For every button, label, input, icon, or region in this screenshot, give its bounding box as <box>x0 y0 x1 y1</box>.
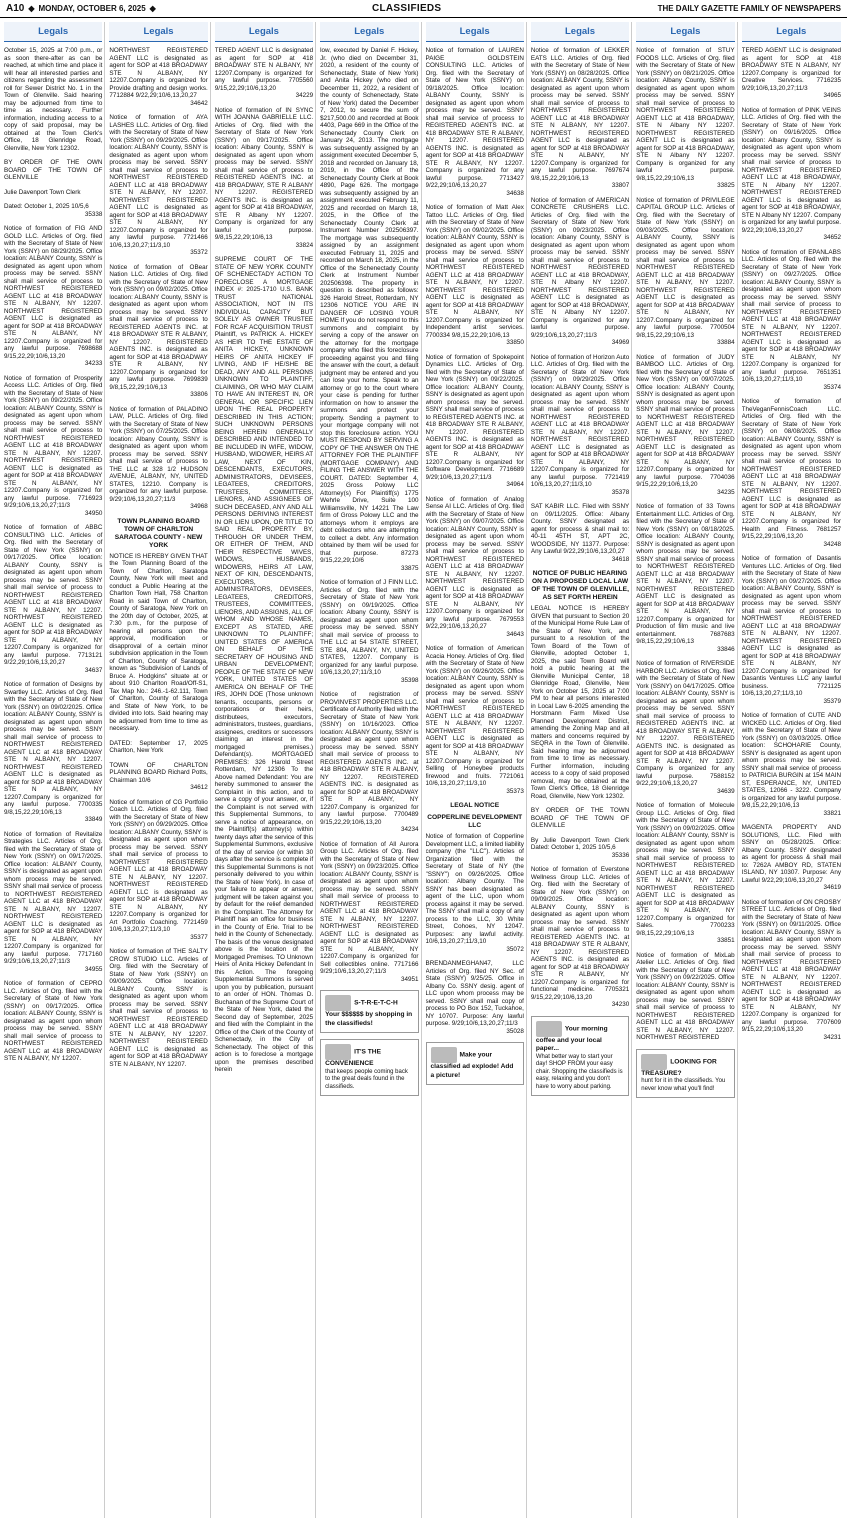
notice-text: Notice of formation of RIVERSIDE HARBOR LLC. Articles of Org. filed with the Secretary of State of New York (SSNY) on 04/17/2025. Office location: ALBANY County, SSNY is designated as agent upon whom process may be served. SSNY shall mail service of process to REGISTERED AGENTS INC. at 418 BROADWAY STE R ALBANY, NY 12207. REGISTERED AGENTS INC. is designated as agent for SOP at 418 BROADWAY STE R ALBANY, NY 12207. Company is organized for any lawful purpose. 7588152 9/22,29;10/6,13,20,27 <box>636 660 735 787</box>
legal-notice <box>742 47 841 100</box>
notice-text: Notice of formation of Matt Alex Tattoo LLC. Articles of Org. filed with the Secretary of State of New York (SSNY) on 09/02/2025. Office location: ALBANY County, SSNY is designated as agent upon whom process may be served. SSNY shall mail service of process to NORTHWEST REGISTERED AGENT LLC at 418 BROADWAY STE N ALBANY, NY 12207. NORTHWEST REGISTERED AGENT LLC is designated as agent for SOP at 418 BROADWAY STE N ALBANY, NY 12207.Company is organized for Independent artist services. 7700334 9/8,15,22,29;10/6,13 <box>425 204 524 339</box>
legal-notice <box>109 553 207 733</box>
page-date: MONDAY, OCTOBER 6, 2025 <box>38 4 146 13</box>
notice-text: SAT KABIR LLC. Filed with SSNY on 09/11/2025. Office: Albany County. SSNY designated as agent for process & shall mail to: 40-11 45TH ST, APT 2C, WOODSIDE, NY 11377. Purpose: Any Lawful 9/22,29;10/6,13,20,27 <box>530 503 630 555</box>
notice-text: Notice of formation of CUTE AND WICKED LLC. Articles of Org. filed with the Secretary of State of New York (SSNY) on 03/03/2025. Office location: SCHOHARIE County, SSNY is designated as agent upon whom process may be served. SSNY shall mail service of process to PATRICIA BURGIN at 154 MAIN ST, ESPERANCE, NY, UNITED STATES, 12066 - 3222. Company is organized for any lawful purpose. 9/8,15,22,29;10/6,13 <box>741 712 841 809</box>
legals-columns <box>4 22 843 1518</box>
notice-text: Julie Davenport Town Clerk <box>4 188 81 196</box>
notice-text: Notice of formation of PINK VEINS LLC. Articles of Org. filed with the Secretary of State of New York (SSNY) on 09/16/2025. Office location: Albany County, SSNY is designated as agent upon whom process may be served. SSNY shall mail service of process to NORTHWEST REGISTERED AGENT LLC at 418 BROADWAY, STE N Albany NY 12207. NORTHWEST REGISTERED AGENT LLC is designated as agent for SOP at 418 BROADWAY, STE N Albany NY 12207. Company is organized for any lawful purpose. 9/22,29;10/6,13,20,27 <box>741 106 841 234</box>
diamond-icon: ◆ <box>28 4 35 13</box>
notice-text: Notice of formation of STUY FOODS LLC. Articles of Org. filed with the Secretary of State of New York (SSNY) on 08/21/2025. Office location: Albany County, SSNY is designated as agent upon whom process may be served. SSNY shall mail service of process to NORTHWEST REGISTERED AGENT LLC at 418 BROADWAY, STE N Albany NY 12207. NORTHWEST REGISTERED AGENT LLC is designated as agent for SOP at 418 BROADWAY, STE N Albany NY 12207. Company is organized for any lawful purpose. 9/8,15,22,29;10/6,13 <box>636 47 735 182</box>
notice-text: Notice of formation of Molecule Group LLC. Articles of Org. filed with the Secretary of State of New York (SSNY) on 09/02/2025. Office location: ALBANY County, SSNY is designated as agent upon whom process may be served. SSNY shall mail service of process to NORTHWEST REGISTERED AGENT LLC at 418 BROADWAY STE N ALBANY, NY 12207. NORTHWEST REGISTERED AGENT LLC is designated as agent for SOP at 418 BROADWAY STE N ALBANY, NY 12207.Company is organized for Sales. 7700233 9/8,15,22,29;10/6,13 <box>636 802 735 937</box>
notice-number: 35336 <box>611 851 630 859</box>
notice-number: 33806 <box>190 391 208 398</box>
legal-notice <box>531 503 629 563</box>
notice-number: 35398 <box>400 676 419 684</box>
notice-number: 34248 <box>823 540 841 548</box>
ad-image-icon <box>641 1054 667 1070</box>
legal-notice <box>4 47 102 152</box>
legal-notice <box>4 189 102 197</box>
notice-text: Notice of formation of American Acacia Honey. Articles of Org. filed with the Secretary of State of New York (SSNY) on 09/26/2025. Office location: ALBANY County, SSNY is designated as agent upon whom process may be served. SSNY shall mail service of process to NORTHWEST REGISTERED AGENT LLC at 418 BROADWAY STE N ALBANY, NY 12207. NORTHWEST REGISTERED AGENT LLC is designated as agent for SOP at 418 BROADWAY STE N ALBANY, NY 12207.Company is organized for Selling of Honeybee products firewood and fruits. 7721061 10/6,13,20,27;11/3,10 <box>425 645 524 787</box>
paper-name: THE DAILY GAZETTE FAMILY OF NEWSPAPERS <box>657 4 841 13</box>
legal-notice <box>531 837 629 860</box>
notice-text: Notice of formation of ON CROSBY STREET LLC. Articles of Org. filed with the Secretary of State of New York (SSNY) on 09/11/2025. Office location: ALBANY County, SSNY is designated as agent upon whom process may be served. SSNY shall mail service of process to NORTHWEST REGISTERED AGENT LLC at 418 BROADWAY STE N ALBANY, NY 12207. NORTHWEST REGISTERED AGENT LLC is designated as agent for SOP at 418 BROADWAY STE N ALBANY, NY 12207.Company is organized for any lawful purpose. 7707609 9/15,22,29;10/6,13,20 <box>741 898 842 1033</box>
classified-ad <box>320 990 418 1033</box>
ad-image-icon <box>431 1047 457 1063</box>
notice-number: 34619 <box>823 884 841 891</box>
notice-text: Notice of formation of Revitalize Strategies LLC. Articles of Org. filed with the Secretary of State of New York (SSNY) on 09/17/2025. Office location: ALBANY County, SSNY is designated as agent upon whom process may be served. SSNY shall mail service of process to NORTHWEST REGISTERED AGENT LLC at 418 BROADWAY STE N ALBANY, NY 12207. NORTHWEST REGISTERED AGENT LLC is designated as agent for SOP at 418 BROADWAY STE N ALBANY, NY 12207.Company is organized for any lawful purpose. 7717160 9/29;10/6,13,20,27;11/3 <box>4 830 103 965</box>
notice-number: 35072 <box>506 945 524 953</box>
notice-number: 34229 <box>295 92 314 99</box>
legal-notice <box>742 555 841 705</box>
notice-text: Dated: October 1, 2025 10/5,6 <box>4 203 89 210</box>
legal-notice <box>531 47 629 190</box>
notice-number: 34951 <box>400 975 419 983</box>
notice-number: 35028 <box>506 1027 524 1035</box>
notice-text: MAGENTA PROPERTY AND SOLUTIONS, LLC. Filed with SSNY on 05/28/2025. Office: Albany County. SSNY designated as agent for process & shall mail to: 7262A AMBOY RD, STATEN ISLAND, NY 10307. Purpose: Any Lawful 9/22,29;10/6,13,20,27 <box>741 824 841 884</box>
notice-number: 34950 <box>84 509 103 517</box>
notice-text: Notice of formation of IN SYNC WITH JOANNA GABRIELLE LLC. Articles of Org. filed with the Secretary of State of New York (SSNY) on 09/17/2025. Office location: Albany County, SSNY is designated as agent upon whom process may be served. SSNY shall mail service of process to REGISTERED AGENTS INC. at 418 BROADWAY, STE R ALBANY NY 12207. REGISTERED AGENTS INC. is designated as agent for SOP at 418 BROADWAY, STE R Albany NY 12207. Company is organized for any lawful purpose. 9/8,15,22,29;10/6,13 <box>214 106 314 241</box>
notice-number: 35372 <box>190 249 208 256</box>
notice-text: Notice of formation of ABBC CONSULTING LLC. Articles of Org. filed with the Secretary of State of New York (SSNY) on 09/17/2025. Office location: ALBANY County, SSNY is designated as agent upon whom process may be served. SSNY shall mail service of process to NORTHWEST REGISTERED AGENT LLC at 418 BROADWAY STE N ALBANY, NY 12207. NORTHWEST REGISTERED AGENT LLC is designated as agent for SOP at 418 BROADWAY STE N ALBANY, NY 12207.Company is organized for any lawful purpose. 7713121 9/22,29;10/6,13,20,27 <box>4 524 103 666</box>
legal-notice <box>636 802 734 945</box>
legal-notice <box>426 960 524 1035</box>
legal-notice <box>320 47 418 572</box>
legal-notice <box>109 799 207 942</box>
notice-number: 33825 <box>717 182 735 189</box>
notice-number: 35374 <box>823 383 841 391</box>
legals-column <box>109 22 210 1518</box>
notice-text: Notice of formation of AYA LASHES LLC. Articles of Org. filed with the Secretary of State of New York (SSNY) on 09/29/2025. Office location: ALBANY County, SSNY is designated as agent upon whom process may be served. SSNY shall mail service of process to NORTHWEST REGISTERED AGENT LLC at 418 BROADWAY STE N ALBANY, NY 12207. NORTHWEST REGISTERED AGENT LLC is designated as agent for SOP at 418 BROADWAY STE N ALBANY, NY 12207.Company is organized for any lawful purpose. 7721466 10/6,13,20,27;11/3,10 <box>109 114 208 249</box>
notice-text: Notice of formation of LEKKER EATS LLC. Articles of Org. filed with the Secretary of State of New York (SSNY) on 08/28/2025. Office location: ALBANY County, SSNY is designated as agent upon whom process may be served. SSNY shall mail service of process to NORTHWEST REGISTERED AGENT LLC at 418 BROADWAY STE N ALBANY, NY 12207. NORTHWEST REGISTERED AGENT LLC is designated as agent for SOP at 418 BROADWAY STE N ALBANY, NY 12207.Company is organized for any lawful purpose. 7697674 9/8,15,22,29;10/6,13 <box>530 47 630 182</box>
legal-notice <box>4 524 102 674</box>
notice-number: 34233 <box>84 360 103 367</box>
header-left <box>6 3 156 14</box>
column-heading: Legals <box>742 22 841 42</box>
ad-image-icon <box>325 1044 351 1060</box>
ad-headline: S-T-R-E-T-C-H Your $$$$$$ by shopping in the classifieds! <box>325 999 413 1027</box>
notice-number: 35378 <box>611 488 630 496</box>
notice-number: 34235 <box>717 488 735 496</box>
notice-number: 34612 <box>190 784 208 791</box>
notice-text: DATED: September 17, 2025 Charlton, New York <box>109 739 208 754</box>
notice-text: TERED AGENT LLC is designated as agent for SOP at 418 BROADWAY STE N ALBANY, NY 12207.Company is organized for any lawful purpose. 7705560 9/15,22,29;10/6,13,20 <box>214 47 314 92</box>
ad-image-icon <box>325 995 351 1011</box>
page-header <box>0 0 847 18</box>
notice-number: 33846 <box>717 645 735 653</box>
notice-text: Notice of formation of J FINN LLC. Articles of Org. filed with the Secretary of State of New York (SSNY) on 09/19/2025. Office location: Albany County, SSNY is designated as agent upon whom process may be served. SSNY shall mail service of process to THE LLC at 54 STATE STREET, STE 804, ALBANY, NY, UNITED STATES, 12207. Company is organized for any lawful purpose. 10/6,13,20,27;11/3,10 <box>320 579 419 676</box>
column-heading: Legals <box>320 22 418 42</box>
notice-number: 34234 <box>400 826 419 833</box>
legal-notice <box>215 107 313 250</box>
legal-notice <box>742 824 841 892</box>
notice-text: Notice of formation of Designs by Swartley LLC. Articles of Org. filed with the Secretary of State of New York (SSNY) on 09/02/2025. Office location: ALBANY County, SSNY is designated as agent upon whom process may be served. SSNY shall mail service of process to NORTHWEST REGISTERED AGENT LLC at 418 BROADWAY STE N ALBANY, NY 12207. NORTHWEST REGISTERED AGENT LLC is designated as agent for SOP at 418 BROADWAY STE N ALBANY, NY 12207.Company is organized for any lawful purpose. 7700335 9/8,15,22,29;10/6,13 <box>4 681 103 816</box>
ad-image-icon <box>536 1021 562 1037</box>
legal-notice <box>426 47 524 197</box>
legal-notice <box>636 503 734 653</box>
notice-number: 34643 <box>506 630 524 638</box>
notice-number: 34231 <box>823 1033 841 1041</box>
ad-body: that keeps people coming back to the great deals found in the classifieds. <box>325 1068 408 1090</box>
notice-number: 33849 <box>84 816 103 823</box>
notice-text: Notice of formation of AMERICAN CONCRETE CRUSHERS LLC. Articles of Org. filed with the Secretary of State of New York (SSNY) on 09/23/2025. Office location: Albany County, SSNY is designated as agent upon whom process may be served. SSNY shall mail service of process to NORTHWEST REGISTERED AGENT LLC at 418 BROADWAY, STE N Albany NY 12207. NORTHWEST REGISTERED AGENT LLC is designated as agent for SOP at 418 BROADWAY, STE N Albany NY 12207. Company is organized for any lawful purpose. 9/29;10/6,13,20,27;11/3 <box>530 196 630 339</box>
notice-title: NOTICE OF PUBLIC HEARING ON A PROPOSED LOCAL LAW OF THE TOWN OF GLENVILLE, AS SET FORTH HEREIN <box>531 570 629 601</box>
notice-text: Notice of formation of Prosperity Access LLC. Articles of Org. filed with the Secretary of State of New York (SSNY) on 09/22/2025. Office location: ALBANY County, SSNY is designated as agent upon whom process may be served. SSNY shall mail service of process to NORTHWEST REGISTERED AGENT LLC at 418 BROADWAY STE N ALBANY, NY 12207. NORTHWEST REGISTERED AGENT LLC is designated as agent for SOP at 418 BROADWAY STE N ALBANY, NY 12207.Company is organized for any lawful purpose. 7716923 9/29;10/6,13,20,27;11/3 <box>4 374 103 509</box>
notice-text: Notice of formation of 33 Towns Entertainment LLC. Articles of Org. filed with the Secretary of State of New York (SSNY) on 08/18/2025. Office location: ALBANY County, SSNY is designated as agent upon whom process may be served. SSNY shall mail service of process to NORTHWEST REGISTERED AGENT LLC at 418 BROADWAY STE N ALBANY, NY 12207. NORTHWEST REGISTERED AGENT LLC is designated as agent for SOP at 418 BROADWAY STE N ALBANY, NY 12207.Company is organized for Production of film music and live entertainment. 7687683 9/8,15,22,29;10/6,13 <box>636 503 735 645</box>
legal-notice <box>4 831 102 974</box>
notice-number: 34618 <box>611 555 630 563</box>
notice-number: 33821 <box>823 809 841 817</box>
legals-column <box>531 22 632 1518</box>
legal-notice <box>742 899 841 1042</box>
legal-notice <box>531 197 629 347</box>
legal-notice <box>320 579 418 684</box>
legal-notice <box>4 225 102 368</box>
ad-headline: Make your classified ad explode! Add a picture! <box>430 1051 514 1079</box>
legal-notice <box>4 203 102 218</box>
notice-text: Notice of formation of Analog Sense AI LLC. Articles of Org. filed with the Secretary of State of New York (SSNY) on 09/07/2025. Office location: ALBANY County, SSNY is designated as agent upon whom process may be served. SSNY shall mail service of process to NORTHWEST REGISTERED AGENT LLC at 418 BROADWAY STE N ALBANY, NY 12207. NORTHWEST REGISTERED AGENT LLC is designated as agent for SOP at 418 BROADWAY STE N ALBANY, NY 12207.Company is organized for any lawful purpose. 7679553 9/22,29;10/6,13,20,27 <box>425 495 524 630</box>
legal-notice <box>109 47 207 107</box>
legal-notice <box>109 762 207 792</box>
legal-notice <box>215 47 313 100</box>
notice-text: Notice of formation of THE SALTY CROW STUDIO LLC. Articles of Org. filed with the Secretary of State of New York (SSNY) on 09/09/2025. Office location: ALBANY County, SSNY is designated as agent upon whom process may be served. SSNY shall mail service of process to NORTHWEST REGISTERED AGENT LLC at 418 BROADWAY STE N ALBANY, NY 12207. NORTHWEST REGISTERED AGENT LLC is designated as agent for SOP at 418 BROADWAY STE N ALBANY, NY 12207. <box>109 948 208 1068</box>
legal-notice <box>109 948 207 1068</box>
ad-headline: LOOKING FOR TREASURE? <box>641 1058 717 1077</box>
notice-text: NORTHWEST REGISTERED AGENT LLC is designated as agent for SOP at 418 BROADWAY STE N ALBANY, NY 12207.Company is organized for Provide drafting and design works. 7712884 9/22,29;10/6,13,20,27 <box>109 47 208 99</box>
notice-text: Notice of formation of CG Portfolio Coach LLC. Articles of Org. filed with the Secretary of State of New York (SSNY) on 09/29/2025. Office location: ALBANY County, SSNY is designated as agent upon whom process may be served. SSNY shall mail service of process to NORTHWEST REGISTERED AGENT LLC at 418 BROADWAY STE N ALBANY, NY 12207. NORTHWEST REGISTERED AGENT LLC is designated as agent for SOP at 418 BROADWAY STE N ALBANY, NY 12207.Company is organized for Art Portfolio Coaching. 7721459 10/6,13,20,27;11/3,10 <box>109 798 208 933</box>
legal-notice <box>109 114 207 257</box>
ad-headline: IT'S THE CONVENIENCE <box>325 1048 381 1067</box>
classified-ad <box>426 1042 524 1085</box>
ad-body: hunt for it in the classifieds. You never know what you'll find! <box>641 1078 726 1092</box>
legal-notice <box>636 952 734 1042</box>
notice-text: Notice of formation of PALADINO LAW, PLLC. Articles of Org. filed with the Secretary of State of New York (SSNY) on 07/25/2025. Office location: Albany County, SSNY is designated as agent upon whom process may be served. SSNY shall mail service of process to THE LLC at 328 1/2 HUDSON AVENUE, ALBANY, NY, UNITED STATES, 12210. Company is organized for any lawful purpose. 9/29;10/6,13,20,27;11/3 <box>109 405 208 503</box>
notice-text: Notice of formation of Copperline Development LLC, a limited liability company (the "LLC"). Articles of Organization filed with the Secretary of State of NY (the "SSNY") on 09/26/2025. Office location: Albany County. The SSNY has been designated as agent of the LLC, upon whom process against it may be served. The SSNY shall mail a copy of any process to the LLC, 30 White Street, Cohoes, NY 12047. Purposes: any lawful activity. 10/6,13,20,27;11/3,10 <box>425 833 524 945</box>
notice-number: 35377 <box>190 933 208 941</box>
notice-text: By Julie Davenport Town Clerk Dated: October 1, 2025 10/5,6 <box>530 836 630 851</box>
notice-text: TERED AGENT LLC is designated as agent for SOP at 418 BROADWAY STE N ALBANY, NY 12207.Company is organized for Creative Services. 7716235 9/29;10/6,13,20,27;11/3 <box>741 47 841 92</box>
notice-text: Notice of formation of MixLab Atelier LLC. Articles of Org. filed with the Secretary of State of New York (SSNY) on 09/22/2025. Office location: ALBANY County, SSNY is designated as agent upon whom process may be served. SSNY shall mail service of process to NORTHWEST REGISTERED AGENT LLC at 418 BROADWAY STE N ALBANY, NY 12207. NORTHWEST REGISTERED <box>636 951 735 1041</box>
legal-notice <box>531 807 629 830</box>
notice-title: LEGAL NOTICE <box>450 802 500 809</box>
column-heading: Legals <box>109 22 207 42</box>
legal-notice <box>426 354 524 489</box>
legal-notice <box>742 107 841 242</box>
notice-number: 34955 <box>84 965 103 973</box>
notice-text: BRENDANMEGHAN47, LLC Articles of Org. filed NY Sec. of State (SSNY) 9/25/25. Office in Albany Co. SSNY desig. agent of LLC upon whom process may be served. SSNY shall mail copy of process to PO Box 152, Tuckahoe, NY 10707. Purpose: Any lawful purpose. 9/29;10/6,13,20,27;11/3 <box>425 960 524 1027</box>
diamond-icon: ◆ <box>149 4 156 13</box>
legal-notice <box>426 496 524 639</box>
legal-notice <box>636 197 734 347</box>
legal-notice <box>215 256 313 1074</box>
column-heading: Legals <box>426 22 524 42</box>
legal-notice <box>531 866 629 1009</box>
notice-text: TOWN OF CHARLTON PLANNING BOARD Richard Potts, Chairman 10/6 <box>109 761 208 784</box>
notice-number: 34639 <box>717 787 735 795</box>
notice-number: 33824 <box>295 241 314 249</box>
ad-headline: Your morning coffee and your local paper... <box>535 1025 608 1052</box>
legal-notice <box>4 159 102 182</box>
notice-text: October 15, 2025 at 7:00 p.m., or as soon there-after as can be reached, at which time and place it will hear all interested parties and citizens regarding the assessment roll for Sewer District No. 1 in the Town of Glenville. Said hearing may be adjourned from time to time as necessary. Further information, including access to a copy of said proposal, may be obtained at the Town Clerk's Office, 18 Glenridge Road, Glenville, New York 12302. <box>4 47 103 152</box>
legal-notice <box>742 249 841 392</box>
page-number: A10 <box>6 3 25 14</box>
legal-notice <box>636 354 734 497</box>
legal-notice <box>109 264 207 399</box>
column-heading: Legals <box>4 22 102 42</box>
notice-number: 33807 <box>611 182 630 189</box>
notice-text: Notice of formation of Dasantis Ventures LLC. Articles of Org. filed with the Secretary of State of New York (SSNY) on 09/27/2025. Office location: ALBANY County, SSNY is designated as agent upon whom process may be served. SSNY shall mail service of process to NORTHWEST REGISTERED AGENT LLC at 418 BROADWAY STE N ALBANY, NY 12207. NORTHWEST REGISTERED AGENT LLC is designated as agent for SOP at 418 BROADWAY STE N ALBANY, NY 12207.Company is organized for Dasantis Ventures LLC any lawful business. 7721125 10/6,13,20,27;11/3,10 <box>741 555 841 697</box>
notice-number: 34965 <box>823 92 841 99</box>
notice-text: Notice of formation of PRIVILEGE CAPITAL GROUP LLC. Articles of Org. filed with the Secretary of State of New York (SSNY) on 09/03/2025. Office location: ALBANY County, SSNY is designated as agent upon whom process may be served. SSNY shall mail service of process to NORTHWEST REGISTERED AGENT LLC at 418 BROADWAY STE N ALBANY, NY 12207. NORTHWEST REGISTERED AGENT LLC is designated as agent for SOP at 418 BROADWAY STE N ALBANY, NY 12207.Company is organized for any lawful purpose. 7700504 9/8,15,22,29;10/6,13 <box>636 196 735 339</box>
notice-number: 34638 <box>506 189 524 197</box>
notice-number: 35338 <box>84 210 103 218</box>
legal-notice <box>4 375 102 518</box>
notice-text: LEGAL NOTICE IS HEREBY GIVEN that pursuant to Section 20 of the Municipal Home Rule Law of the State of New York, and pursuant to a resolution of the Town Board of the Town of Glenville, adopted October 1, 2025, the said Town Board will hold a public hearing at the Glenville Municipal Center, 18 Glenridge Road, Glenville, New York on October 15, 2025 at 7:00 PM to hear all persons interested in Local Law 6-2025 amending the Horstmann Farm Mixed Use Planned Development District, amending the Zoning Map and all matters and concerns required by SEQRA in the Town of Glenville. Said hearing may be adjourned from time to time as necessary. Further information, including access to a copy of said proposed removal, may be obtained at the Town Clerk's Office, 18 Glenridge Road, Glenville, New York 12302. <box>530 605 630 800</box>
legals-column <box>4 22 105 1518</box>
notice-text: SUPREME COURT OF THE STATE OF NEW YORK COUNTY OF SCHENECTADY ACTION TO FORECLOSE A MORTGAGE INDEX #: 2025-1710 U.S. BANK TRUST NATIONAL ASSOCIATION, NOT IN ITS INDIVIDUAL CAPACITY BUT SOLELY AS OWNER TRUSTEE FOR RCAF ACQUISITION TRUST Plaintiff, vs PATRICK A. HICKEY AS HEIR TO THE ESTATE OF ANITA HICKEY, UNKNOWN HEIRS OF ANITA HICKEY IF LIVING, AND IF HE/SHE BE DEAD, ANY AND ALL PERSONS UNKNOWN TO PLAINTIFF, CLAIMING, OR WHO MAY CLAIM TO HAVE AN INTEREST IN, OR GENERAL OR SPECIFIC LIEN UPON THE REAL PROPERTY DESCRIBED IN THIS ACTION; SUCH UNKNOWN PERSONS BEING HEREIN GENERALLY DESCRIBED AND INTENDED TO BE INCLUDED IN WIFE, WIDOW, HUSBAND, WIDOWER, HEIRS AT LAW, NEXT OF KIN, DESCENDANTS, EXECUTORS, ADMINISTRATORS, DEVISEES, LEGATEES, CREDITORS, TRUSTEES, COMMITTEES, LIENORS, AND ASSIGNEES OF SUCH DECEASED, ANY AND ALL PERSONS DERIVING INTEREST IN OR LIEN UPON, OR TITLE TO SAID REAL PROPERTY BY, THROUGH OR UNDER THEM, OR EITHER OF THEM, AND THEIR RESPECTIVE WIVES, WIDOWS, HUSBANDS, WIDOWERS, HEIRS AT LAW, NEXT OF KIN, DESCENDANTS, EXECUTORS, ADMINISTRATORS, DEVISEES, LEGATEES, CREDITORS, TRUSTEES, COMMITTEES, LIENORS, AND ASSIGNS, ALL OF WHOM AND WHOSE NAMES, EXCEPT AS STATED, ARE UNKNOWN TO PLAINTIFF; UNITED STATES OF AMERICA ON BEHALF OF THE SECRETARY OF HOUSING AND URBAN DEVELOPMENT; PEOPLE OF THE STATE OF NEW YORK, UNITED STATES OF AMERICA ON BEHALF OF THE IRS, JOHN DOE (Those unknown tenants, occupants, persons or corporations or their heirs, distributees, executors, administrators, trustees, guardians, assignees, creditors or successors claiming an interest in the mortgaged premises.) Defendant(s). MORTGAGED PREMISES: 326 Harold Street Rotterdam, NY 12306 To the Above named Defendant: You are hereby summoned to answer the Complaint in this action, and to serve a copy of your answer, or, if the Complaint is not served with this Supplemental Summons, to serve a notice of appearance, on the Plaintiff(s) attorney(s) within twenty days after the service of this Supplemental Summons, exclusive of the day of service (or within 30 days after the service is complete if this Supplemental Summons is not personally delivered to you within the State of New York). In case of your failure to appear or answer, judgment will be taken against you by default for the relief demanded in the Complaint. The Attorney for Plaintiff has an office for business in the County of Erie. Trial to be held in the County of Schenectady. The basis of the venue designated above is the location of the Mortgaged Premises. TO Unknown Heirs of Anita Hickey Defendant In this Action. The foregoing Supplemental Summons is served upon you by publication, pursuant to an order of HON. Thomas D. Buchanan of the Supreme Court of the State of New York, dated the Second day of September, 2025 and filed with the Complaint in the Office of the Clerk of the County of Schenectady, in the City of Schenectady. The object of this action is to foreclose a mortgage upon the premises described herein <box>214 256 314 1073</box>
notice-text: Notice of formation of Spokepoint Dynamics LLC. Articles of Org. filed with the Secretary of State of New York (SSNY) on 09/22/2025. Office location: ALBANY County, SSNY is designated as agent upon whom process may be served. SSNY shall mail service of process to REGISTERED AGENTS INC. at 418 BROADWAY STE R ALBANY, NY 12207. REGISTERED AGENTS INC. is designated as agent for SOP at 418 BROADWAY STE R ALBANY, NY 12207.Company is organized for Software Development. 7716689 9/29;10/6,13,20,27;11/3 <box>425 353 524 481</box>
notice-number: 34964 <box>506 481 524 488</box>
legals-column <box>426 22 527 1518</box>
notice-text: BY ORDER OF THE OWN BOARD OF THE TOWN OF GLENVILLE <box>4 159 103 181</box>
legal-notice <box>636 660 734 795</box>
legals-column <box>215 22 316 1518</box>
column-heading: Legals <box>531 22 629 42</box>
notice-number: 35379 <box>823 697 841 705</box>
legal-notice <box>531 354 629 497</box>
notice-number: 35373 <box>506 787 524 795</box>
notice-text: Notice of formation of All Aurora Group LLC. Articles of Org. filed with the Secretary of State of New York (SSNY) on 09/23/2025. Office location: ALBANY County, SSNY is designated as agent upon whom process may be served. SSNY shall mail service of process to NORTHWEST REGISTERED AGENT LLC at 418 BROADWAY STE N ALBANY, NY 12207. NORTHWEST REGISTERED AGENT LLC is designated as agent for SOP at 418 BROADWAY STE N ALBANY, NY 12207.Company is organized for Sell collectibles online. 7717166 9/29;10/6,13,20,27;11/3 <box>320 840 419 975</box>
notice-text: Notice of formation of LAUREN PAIGE GOLDSTEIN CONSULTING LLC. Articles of Org. filed with the Secretary of State of New York (SSNY) on 09/18/2025. Office location: ALBANY County, SSNY is designated as agent upon whom process may be served. SSNY shall mail service of process to REGISTERED AGENTS INC. at 418 BROADWAY STE R ALBANY, NY 12207. REGISTERED AGENTS INC. is designated as agent for SOP at 418 BROADWAY STE R ALBANY, NY 12207. Company is organized for any lawful purpose. 7713427 9/22,29;10/6,13,20,27 <box>425 47 524 189</box>
notice-number: 34969 <box>611 339 630 346</box>
notice-text: Notice of formation of TheVeganFennisCoach LLC. Articles of Org. filed with the Secretary of State of New York (SSNY) on 08/08/2025. Office location: ALBANY County, SSNY is designated as agent upon whom process may be served. SSNY shall mail service of process to NORTHWEST REGISTERED AGENT LLC at 418 BROADWAY STE N ALBANY, NY 12207. NORTHWEST REGISTERED AGENT LLC is designated as agent for SOP at 418 BROADWAY STE N ALBANY, NY 12207.Company is organized for Health and Fitness. 7681257 9/15,22,29;10/6,13,20 <box>741 398 841 540</box>
notice-title: TOWN PLANNING BOARD TOWN OF CHARLTON SARATOGA COUNTY - NEW YORK <box>114 517 203 549</box>
legal-notice <box>742 398 841 548</box>
notice-text: BY ORDER OF THE TOWN BOARD OF THE TOWN OF GLENVILLE <box>530 807 630 829</box>
notice-text: Notice of formation of OBear Nation LLC. Articles of Org. filed with the Secretary of State of New York (SSNY) on 09/02/2025. Office location: ALBANY County, SSNY is designated as agent upon whom process may be served. SSNY shall mail service of process to REGISTERED AGENTS INC. at 418 BROADWAY STE R ALBANY, NY 12207. REGISTERED AGENTS INC. is designated as agent for SOP at 418 BROADWAY STE R ALBANY, NY 12207.Company is organized for any lawful purpose. 7699839 9/8,15,22,29;10/6,13 <box>109 263 208 391</box>
classified-ad <box>636 1049 734 1099</box>
legal-notice <box>4 681 102 824</box>
notice-text: Notice of formation of CEPRO LLC. Articles of Org. filed with the Secretary of State of New York (SSNY) on 09/17/2025. Office location: ALBANY County, SSNY is designated as agent upon whom process may be served. SSNY shall mail service of process to NORTHWEST REGISTERED AGENT LLC at 418 BROADWAY STE N ALBANY, NY 12207. <box>4 980 103 1062</box>
section-title: CLASSIFIEDS <box>371 3 442 14</box>
notice-text: Notice of formation of FIG AND GOLD LLC. Articles of Org. filed with the Secretary of State of New York (SSNY) on 08/29/2025. Office location: ALBANY County, SSNY is designated as agent upon whom process may be served. SSNY shall mail service of process to NORTHWEST REGISTERED AGENT LLC at 418 BROADWAY STE N ALBANY, NY 12207. NORTHWEST REGISTERED AGENT LLC is designated as agent for SOP at 418 BROADWAY STE N ALBANY, NY 12207.Company is organized for any lawful purpose. 7698688 9/15,22,29;10/6,13,20 <box>4 225 103 360</box>
legals-column <box>742 22 843 1518</box>
legal-notice <box>320 841 418 984</box>
notice-title: COPPERLINE DEVELOPMENT LLC <box>427 814 523 829</box>
notice-number: 34230 <box>611 1001 630 1008</box>
legal-notice <box>531 605 629 800</box>
column-heading: Legals <box>636 22 734 42</box>
legal-notice <box>742 712 841 817</box>
notice-number: 34652 <box>823 234 841 241</box>
notice-text: low, executed by Daniel F. Hickey, Jr. (who died on December 31, 2020, a resident of the county of Schenectady, State of New York) and Anita Hickey (who died on December 11, 2022, a resident of the county of Schenectady, State of New York) dated the December 7, 2012, to secure the sum of $217,500.00 and recorded at Book 4403, Page 669 in the Office of the Schenectady County Clerk on January 24, 2013. The mortgage was subsequently assigned by an assignment executed December 5, 2018 and recorded on January 18, 2019, in the Office of the Schenectady County Clerk at Book 4890, Page 626. The mortgage was subsequently assigned by an assignment executed February 11, 2025 and recorded on March 18, 2025, in the Office of the Schenectady County Clerk at Instrument Number 202506397. The mortgage was subsequently assigned by an assignment executed February 11, 2025 and recorded on March 18, 2025, in the Office of the Schenectady County Clerk at Instrument Number 202506398. The property in question is described as follows: 326 Harold Street, Rotterdam, NY 12306 NOTICE YOU ARE IN DANGER OF LOSING YOUR HOME If you do not respond to this summons and complaint by serving a copy of the answer on the attorney for the mortgage company who filed this foreclosure proceeding against you and filing the answer with the court, a default judgment may be entered and you can lose your home. Speak to an attorney or go to the court where your case is pending for further information on how to answer the summons and protect your property. Sending a payment to your mortgage company will not stop this foreclosure action. YOU MUST RESPOND BY SERVING A COPY OF THE ANSWER ON THE ATTORNEY FOR THE PLAINTIFF (MORTGAGE COMPANY) AND FILING THE ANSWER WITH THE COURT. DATED: September 4, 2025 Gross Polowy LLC Attorney(s) For Plaintiff(s) 1775 Wehrle Drive, Suite 100 Williamsville, NY 14221 The Law firm of Gross Polowy LLC and the attorneys whom it employs are debt collectors who are attempting to collect a debt. Any information obtained by them will be used for that purpose. 87273 9/15,22,29;10/6 <box>320 47 419 564</box>
notice-number: 34642 <box>190 99 208 107</box>
classified-ad <box>531 1016 629 1097</box>
notice-text: Notice of formation of Everstone Wellness Group LLC. Articles of Org. filed with the Secretary of State of New York (SSNY) on 09/09/2025. Office location: ALBANY County, SSNY is designated as agent upon whom process may be served. SSNY shall mail service of process to REGISTERED AGENTS INC. at 418 BROADWAY STE R ALBANY, NY 12207. REGISTERED AGENTS INC. is designated as agent for SOP at 418 BROADWAY STE R ALBANY, NY 12207.Company is organized for functional medicine. 7705321 9/15,22,29;10/6,13,20 <box>530 866 630 1001</box>
notice-text: Notice of formation of JUDY BAMBOO LLC. Articles of Org. filed with the Secretary of State of New York (SSNY) on 09/07/2025. Office location: ALBANY County, SSNY is designated as agent upon whom process may be served. SSNY shall mail service of process to NORTHWEST REGISTERED AGENT LLC at 418 BROADWAY STE N ALBANY, NY 12207. NORTHWEST REGISTERED AGENT LLC is designated as agent for SOP at 418 BROADWAY STE N ALBANY, NY 12207.Company is organized for any lawful purpose. 7704036 9/15,22,29;10/6,13,20 <box>636 353 735 488</box>
legal-notice <box>109 740 207 755</box>
notice-number: 34637 <box>84 666 103 674</box>
legal-notice <box>320 691 418 834</box>
notice-text: Notice of formation of EPANLABS LLC. Articles of Org. filed with the Secretary of State of New York (SSNY) on 09/27/2025. Office location: ALBANY County, SSNY is designated as agent upon whom process may be served. SSNY shall mail service of process to NORTHWEST REGISTERED AGENT LLC at 418 BROADWAY STE N ALBANY, NY 12207. NORTHWEST REGISTERED AGENT LLC is designated as agent for SOP at 418 BROADWAY STE N ALBANY, NY 12207.Company is organized for any lawful purpose. 7651351 10/6,13,20,27;11/3,10 <box>741 248 841 383</box>
notice-text: Notice of registration of PROVINVEST PROPERTIES LLC. Certificate of Authority filed with the Secretary of State of New York (SSNY) on 10/16/2023. Office location: ALBANY County, SSNY is designated as agent upon whom process may be served. SSNY shall mail service of process to REGISTERED AGENTS INC. at 418 BROADWAY STE R ALBANY, NY 12207. REGISTERED AGENTS INC. is designated as agent for SOP at 418 BROADWAY STE R ALBANY, NY 12207.Company is organized for any lawful purpose. 7700489 9/15,22,29;10/6,13,20 <box>320 691 419 826</box>
notice-number: 34968 <box>190 503 208 510</box>
legals-column <box>320 22 421 1518</box>
legal-notice <box>109 406 207 511</box>
legal-notice <box>636 47 734 190</box>
notice-number: 33850 <box>506 339 524 346</box>
legals-column <box>636 22 737 1518</box>
legal-notice <box>426 204 524 347</box>
notice-text: NOTICE IS HEREBY GIVEN THAT the Town Planning Board of the Town of Charlton, Saratoga County, New York will meet and conduct a Public Hearing at the Charlton Town Hall, 758 Charlton Road in said Town of Charlton, County of Saratoga, New York on the 20th day of October, 2025, at 7:30 p.m., for the purpose of hearing all persons upon the approval, modification or disapproval of a certain minor subdivision application in the Town of Charlton, County of Saratoga, known as "Subdivision of Lands of Bruce A. Hodgkins" situate at or about 910 Charlton Road/Off-S1, Tax Map No.: 246.-1-62.111, Town of Charlton, County of Saratoga and State of New York, to be divided into lots. Said hearing may be adjourned from time to time as necessary. <box>109 552 208 732</box>
legal-notice <box>426 833 524 953</box>
notice-number: 33884 <box>717 339 735 346</box>
legal-notice <box>426 645 524 795</box>
notice-text: Notice of formation of Horizon Auto LLC. Articles of Org. filed with the Secretary of State of New York (SSNY) on 09/29/2025. Office location: ALBANY County, SSNY is designated as agent upon whom process may be served. SSNY shall mail service of process to NORTHWEST REGISTERED AGENT LLC at 418 BROADWAY STE N ALBANY, NY 12207. NORTHWEST REGISTERED AGENT LLC is designated as agent for SOP at 418 BROADWAY STE N ALBANY, NY 12207.Company is organized for any lawful purpose. 7721419 10/6,13,20,27;11/3,10 <box>530 353 630 488</box>
legal-notice <box>4 980 102 1063</box>
ad-body: What better way to start your day! SHOP FROM your easy chair. Shopping the classifieds is easy, relaxing and you don't have to worry about parking. <box>535 1053 623 1090</box>
notice-number: 33851 <box>717 937 735 944</box>
notice-number: 33875 <box>400 564 419 572</box>
classified-ad <box>320 1039 418 1096</box>
column-heading: Legals <box>215 22 313 42</box>
